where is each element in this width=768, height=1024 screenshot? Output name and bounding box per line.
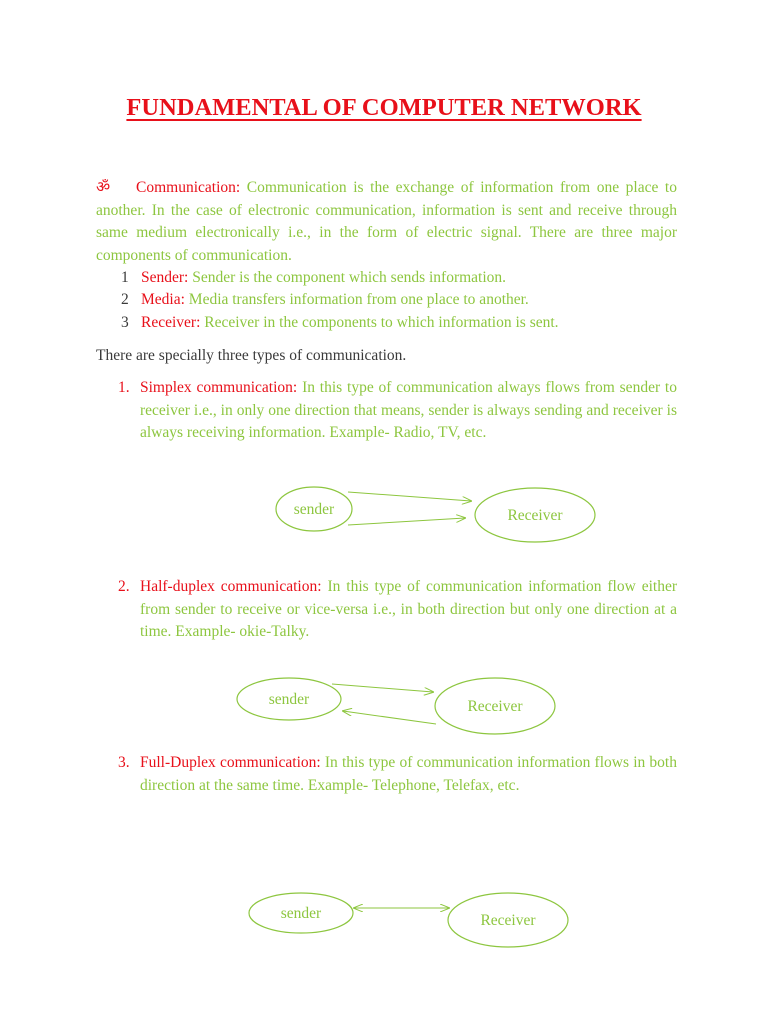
full-duplex-diagram — [0, 885, 768, 965]
receiver-label: Receiver — [467, 698, 523, 715]
intro-paragraph — [96, 177, 677, 267]
component-text: Sender is the component which sends information. — [188, 269, 507, 286]
component-number: 3 — [121, 314, 129, 331]
receiver-label: Receiver — [480, 912, 536, 929]
sender-label: sender — [293, 501, 335, 518]
intro-text: Communication is the exchange of information from one place to another. In the case of electronic communication, information is sent and receive through same medium electronically i.e., in the form of electric signal. There are three major components of communication. — [96, 179, 677, 264]
sender-label: sender — [268, 691, 310, 708]
type-term: Half-duplex communication: — [140, 578, 322, 595]
component-text: Receiver in the components to which information is sent. — [200, 314, 559, 331]
component-text: Media transfers information from one place to another. — [184, 291, 529, 308]
component-term: Sender: — [141, 269, 189, 286]
type-term: Full-Duplex communication: — [140, 754, 321, 771]
type-item-full-duplex — [140, 752, 677, 797]
component-number: 2 — [121, 291, 129, 308]
half-duplex-diagram — [0, 670, 768, 750]
arrow — [332, 684, 433, 692]
simplex-diagram — [0, 480, 768, 560]
component-term: Receiver: — [141, 314, 201, 331]
intro-term: Communication: — [136, 179, 241, 196]
arrow — [348, 518, 465, 525]
type-number: 1. — [118, 379, 130, 396]
page-title: FUNDAMENTAL OF COMPUTER NETWORK — [126, 94, 642, 121]
sender-label: sender — [280, 905, 322, 922]
type-item-simplex — [140, 377, 677, 445]
om-symbol: ॐ — [96, 179, 111, 196]
component-item-receiver — [121, 312, 559, 335]
type-text: In this type of communication information flows in both direction at the same time. Example- Telephone, Telefax, etc. — [140, 754, 677, 794]
component-term: Media: — [141, 291, 185, 308]
type-text: In this type of communication information flow either from sender to receive or vice-versa i.e., in both direction but only one direction at a time. Example- okie-Talky. — [140, 578, 677, 640]
type-item-half-duplex — [140, 576, 677, 644]
arrow — [348, 492, 471, 501]
type-text: In this type of communication always flows from sender to receiver i.e., in only one direction that means, sender is always sending and receiver is always receiving information. Example- Radio, TV, etc. — [140, 379, 677, 441]
component-number: 1 — [121, 269, 129, 286]
types-intro: There are specially three types of communication. — [96, 347, 407, 364]
arrow — [343, 711, 436, 724]
type-number: 3. — [118, 754, 130, 771]
type-number: 2. — [118, 578, 130, 595]
type-term: Simplex communication: — [140, 379, 298, 396]
component-item-sender — [121, 267, 506, 290]
receiver-label: Receiver — [507, 507, 563, 524]
component-item-media — [121, 289, 529, 312]
